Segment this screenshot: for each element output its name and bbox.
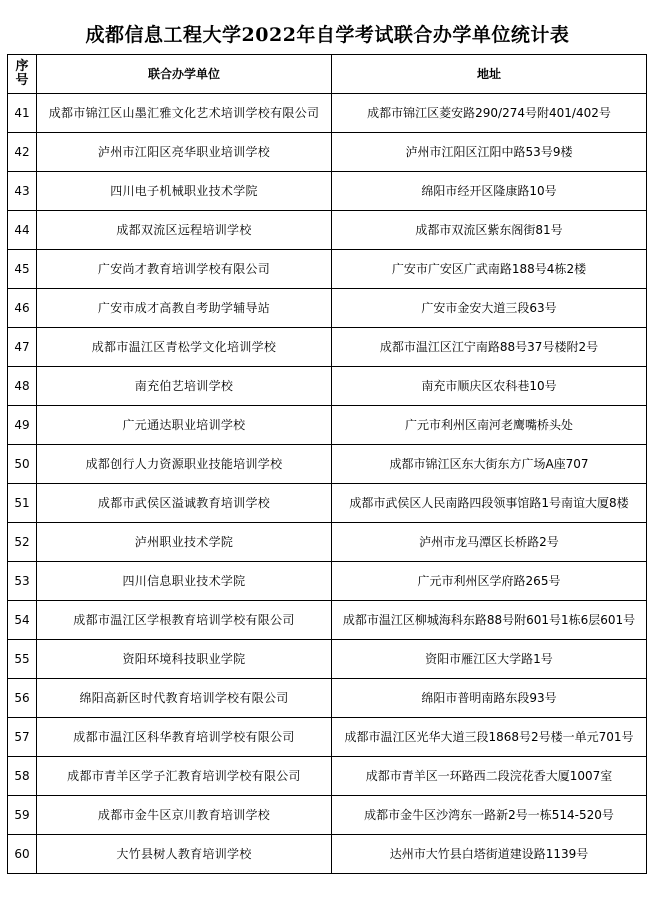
row-seq: 41 [8, 94, 37, 133]
row-seq: 51 [8, 484, 37, 523]
row-seq: 55 [8, 640, 37, 679]
row-unit: 成都创行人力资源职业技能培训学校 [37, 445, 332, 484]
table-row [8, 250, 647, 289]
table-row [8, 172, 647, 211]
row-seq: 42 [8, 133, 37, 172]
row-unit: 四川信息职业技术学院 [37, 562, 332, 601]
row-address: 成都市温江区光华大道三段1868号2号楼一单元701号 [332, 718, 647, 757]
row-unit: 成都市锦江区山墨汇雅文化艺术培训学校有限公司 [37, 94, 332, 133]
row-seq: 43 [8, 172, 37, 211]
row-unit: 成都市武侯区溢诚教育培训学校 [37, 484, 332, 523]
row-unit: 成都市温江区科华教育培训学校有限公司 [37, 718, 332, 757]
row-seq: 44 [8, 211, 37, 250]
row-seq: 49 [8, 406, 37, 445]
page-title: 成都信息工程大学2022年自学考试联合办学单位统计表 [85, 24, 570, 46]
row-unit: 泸州市江阳区亮华职业培训学校 [37, 133, 332, 172]
row-unit: 成都市金牛区京川教育培训学校 [37, 796, 332, 835]
row-address: 成都市温江区柳城海科东路88号附601号1栋6层601号 [332, 601, 647, 640]
table-row [8, 484, 647, 523]
row-seq: 45 [8, 250, 37, 289]
row-seq: 48 [8, 367, 37, 406]
row-address: 绵阳市经开区隆康路10号 [332, 172, 647, 211]
table-row [8, 133, 647, 172]
row-address: 成都市温江区江宁南路88号37号楼附2号 [332, 328, 647, 367]
row-seq: 60 [8, 835, 37, 874]
table-header-row [8, 55, 647, 94]
table-row [8, 445, 647, 484]
row-address: 广安市广安区广武南路188号4栋2楼 [332, 250, 647, 289]
row-address: 绵阳市普明南路东段93号 [332, 679, 647, 718]
row-seq: 46 [8, 289, 37, 328]
row-unit: 成都市青羊区学子汇教育培训学校有限公司 [37, 757, 332, 796]
row-unit: 广安市成才高教自考助学辅导站 [37, 289, 332, 328]
table-row [8, 796, 647, 835]
joint-schools-table [7, 54, 647, 874]
table-row [8, 367, 647, 406]
table-row [8, 211, 647, 250]
table-row [8, 640, 647, 679]
table-row [8, 523, 647, 562]
row-seq: 59 [8, 796, 37, 835]
row-unit: 广元通达职业培训学校 [37, 406, 332, 445]
row-unit: 绵阳高新区时代教育培训学校有限公司 [37, 679, 332, 718]
row-address: 成都市青羊区一环路西二段浣花香大厦1007室 [332, 757, 647, 796]
row-seq: 56 [8, 679, 37, 718]
row-address: 南充市顺庆区农科巷10号 [332, 367, 647, 406]
table-row [8, 601, 647, 640]
table-row [8, 679, 647, 718]
table-row [8, 835, 647, 874]
row-seq: 50 [8, 445, 37, 484]
row-address: 成都市锦江区菱安路290/274号附401/402号 [332, 94, 647, 133]
row-address: 成都市锦江区东大街东方广场A座707 [332, 445, 647, 484]
row-address: 成都市金牛区沙湾东一路新2号一栋514-520号 [332, 796, 647, 835]
row-unit: 成都双流区远程培训学校 [37, 211, 332, 250]
table-row [8, 562, 647, 601]
row-unit: 大竹县树人教育培训学校 [37, 835, 332, 874]
header-address: 地址 [332, 55, 647, 94]
row-unit: 广安尚才教育培训学校有限公司 [37, 250, 332, 289]
row-address: 泸州市江阳区江阳中路53号9楼 [332, 133, 647, 172]
row-unit: 泸州职业技术学院 [37, 523, 332, 562]
row-seq: 57 [8, 718, 37, 757]
row-address: 达州市大竹县白塔街道建设路1139号 [332, 835, 647, 874]
row-seq: 54 [8, 601, 37, 640]
row-address: 广元市利州区学府路265号 [332, 562, 647, 601]
table-row [8, 718, 647, 757]
header-seq: 序号 [8, 55, 37, 94]
row-unit: 南充伯艺培训学校 [37, 367, 332, 406]
table-row [8, 406, 647, 445]
table-row [8, 94, 647, 133]
table-row [8, 328, 647, 367]
table-row [8, 289, 647, 328]
row-address: 资阳市雁江区大学路1号 [332, 640, 647, 679]
row-seq: 53 [8, 562, 37, 601]
row-address: 广安市金安大道三段63号 [332, 289, 647, 328]
table-row [8, 757, 647, 796]
row-seq: 52 [8, 523, 37, 562]
row-unit: 成都市温江区学根教育培训学校有限公司 [37, 601, 332, 640]
row-seq: 58 [8, 757, 37, 796]
header-unit: 联合办学单位 [37, 55, 332, 94]
row-address: 成都市武侯区人民南路四段领事馆路1号南谊大厦8楼 [332, 484, 647, 523]
row-address: 成都市双流区紫东阁街81号 [332, 211, 647, 250]
row-seq: 47 [8, 328, 37, 367]
row-address: 泸州市龙马潭区长桥路2号 [332, 523, 647, 562]
row-address: 广元市利州区南河老鹰嘴桥头处 [332, 406, 647, 445]
row-unit: 成都市温江区青松学文化培训学校 [37, 328, 332, 367]
row-unit: 四川电子机械职业技术学院 [37, 172, 332, 211]
row-unit: 资阳环境科技职业学院 [37, 640, 332, 679]
